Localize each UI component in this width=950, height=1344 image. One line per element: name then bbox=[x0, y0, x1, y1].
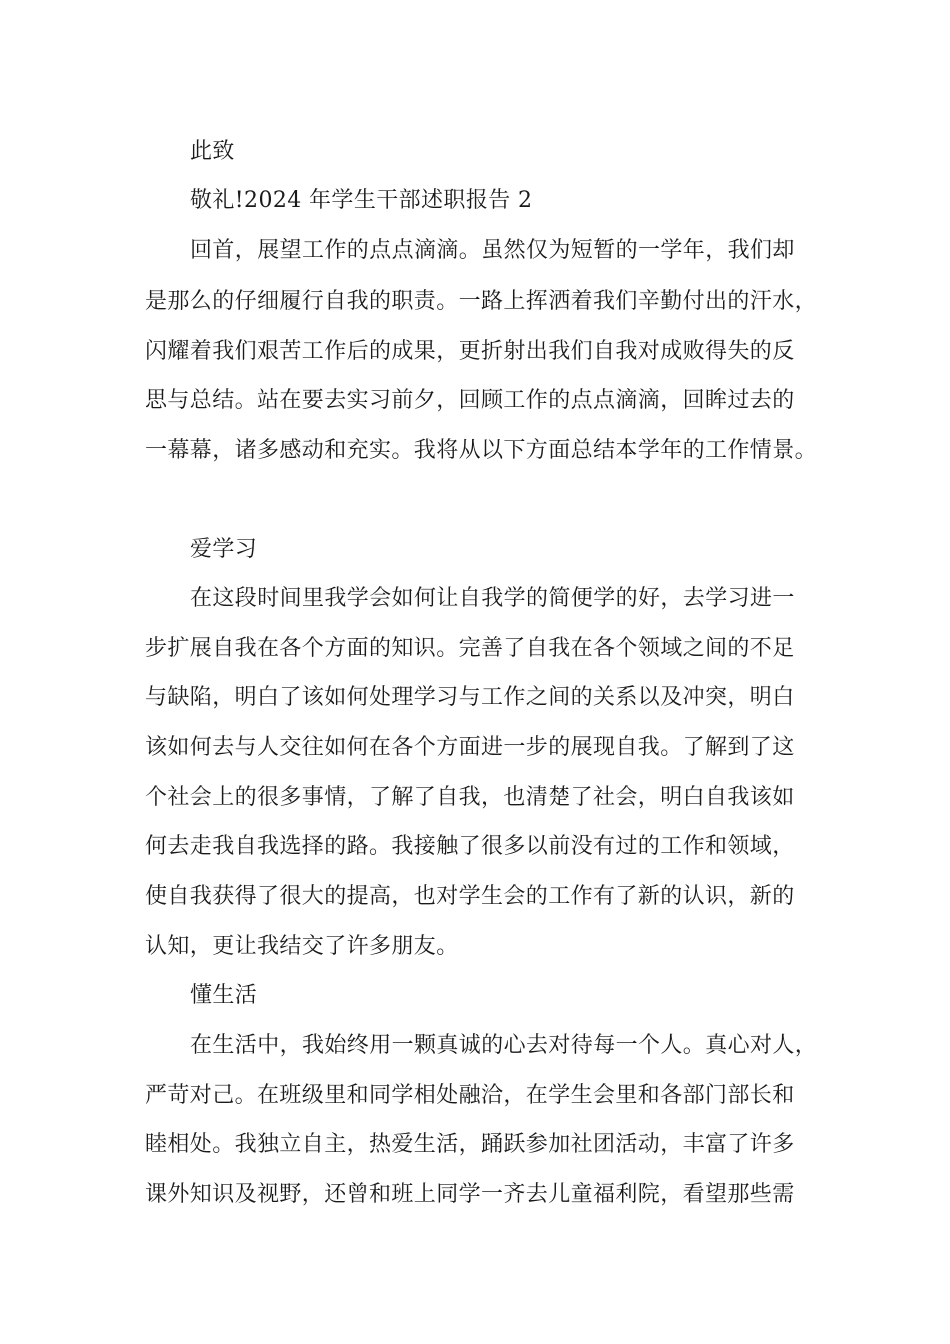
intro-line: 是那么的仔细履行自我的职责。一路上挥洒着我们辛勤付出的汗水， bbox=[145, 289, 818, 314]
life-line: 睦相处。我独立自主，热爱生活，踊跃参加社团活动，丰富了许多 bbox=[145, 1132, 795, 1157]
intro-line: 一幕幕，诸多感动和充实。我将从以下方面总结本学年的工作情景。 bbox=[145, 438, 818, 463]
study-line: 与缺陷，明白了该如何处理学习与工作之间的关系以及冲突，明白 bbox=[145, 685, 795, 710]
study-line: 步扩展自我在各个方面的知识。完善了自我在各个领域之间的不足 bbox=[145, 636, 795, 661]
closing-line: 此致 bbox=[190, 139, 235, 164]
section-heading-life: 懂生活 bbox=[190, 983, 258, 1008]
salute-title-line: 敬礼!2024 年学生干部述职报告 2 bbox=[190, 188, 533, 213]
life-line: 严苛对己。在班级里和同学相处融洽，在学生会里和各部门部长和 bbox=[145, 1083, 795, 1108]
study-line: 何去走我自我选择的路。我接触了很多以前没有过的工作和领域， bbox=[145, 834, 795, 859]
section-heading-study: 爱学习 bbox=[190, 537, 258, 562]
study-line: 该如何去与人交往如何在各个方面进一步的展现自我。了解到了这 bbox=[145, 735, 795, 760]
study-line: 在这段时间里我学会如何让自我学的简便学的好，去学习进一 bbox=[190, 586, 795, 611]
study-line: 认知，更让我结交了许多朋友。 bbox=[145, 934, 459, 959]
intro-line: 闪耀着我们艰苦工作后的成果，更折射出我们自我对成败得失的反 bbox=[145, 339, 795, 364]
study-line: 使自我获得了很大的提高，也对学生会的工作有了新的认识，新的 bbox=[145, 884, 795, 909]
intro-line: 回首，展望工作的点点滴滴。虽然仅为短暂的一学年，我们却 bbox=[190, 238, 795, 263]
life-line: 课外知识及视野，还曾和班上同学一齐去儿童福利院，看望那些需 bbox=[145, 1182, 795, 1207]
study-line: 个社会上的很多事情，了解了自我，也清楚了社会，明白自我该如 bbox=[145, 785, 795, 810]
intro-line: 思与总结。站在要去实习前夕，回顾工作的点点滴滴，回眸过去的 bbox=[145, 388, 795, 413]
life-line: 在生活中，我始终用一颗真诚的心去对待每一个人。真心对人， bbox=[190, 1033, 818, 1058]
